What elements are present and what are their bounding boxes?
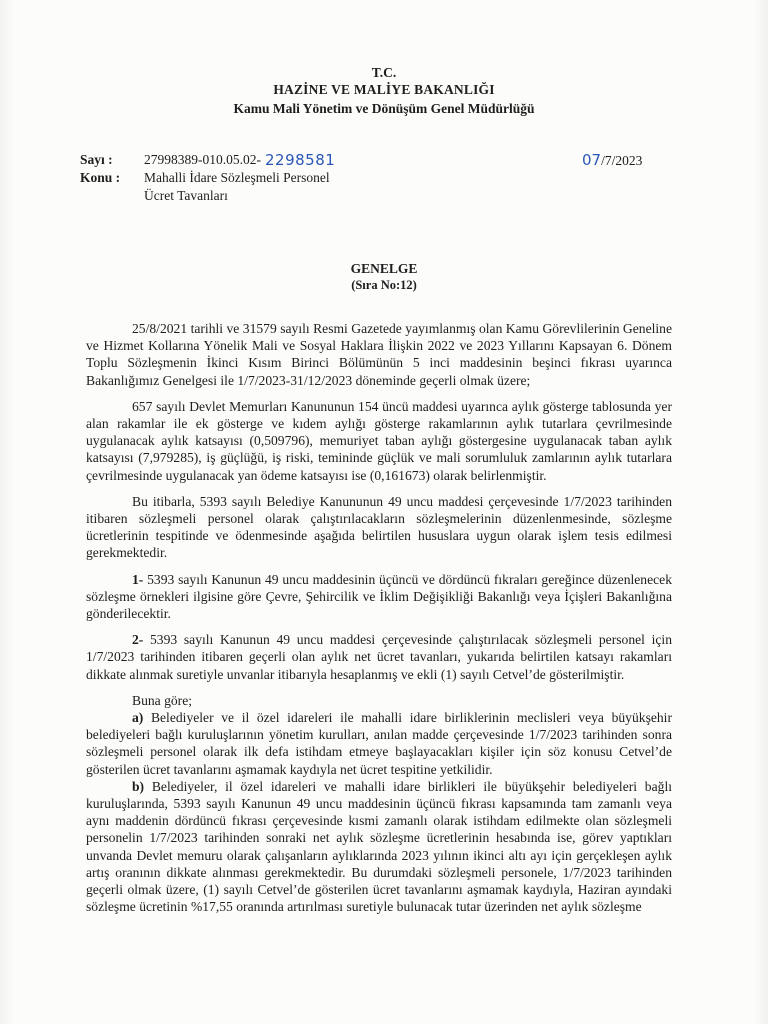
item-a-label: a) [132,710,144,726]
item-b-label: b) [132,778,145,794]
konu-line-1: Mahalli İdare Sözleşmeli Personel [144,170,330,185]
date-handwritten-day: 07 [582,151,602,169]
sayi-handwritten-number: 2298581 [265,151,336,169]
circular-title [0,261,768,294]
paragraph-1: 25/8/2021 tarihli ve 31579 sayılı Resmi Gazetede yayımlanmış olan Kamu Görevlilerinin Geneline ve Hizmet Kollarına Yönelik Mali ve Sosyal Haklara İlişkin 2022 ve 2023 Yıllarını Kapsayan 6. Dönem Toplu Sözleşmenin İkinci Kısım Birinci Bölümünün 5 inci maddesinin beşinci fıkrası uyarınca Bakanlığımız Genelgesi ile 1/7/2023-31/12/2023 döneminde geçerli olmak üzere; [86,321,672,388]
paragraph-6: Buna göre; [132,692,193,708]
document-body [86,320,672,916]
sayi-label: Sayı : [80,152,113,167]
paragraph-5 [86,631,672,683]
document-meta [80,151,335,205]
konu-row [80,169,335,187]
letterhead [0,64,768,118]
date-printed: /7/2023 [601,153,643,168]
item-2-number: 2- [132,632,144,648]
title-main: GENELGE [350,261,418,276]
paragraph-2: 657 sayılı Devlet Memurları Kanununun 154 üncü maddesi uyarınca aylık gösterge tablosunda yer alan rakamlar ile ek gösterge ve kıdem aylığı gösterge rakamlarının aylık tutarlara çevrilmesinde uygulanacak aylık katsayısı (0,509796), memuriyet taban aylığı göstergesine uygulanacak taban aylık katsayısı (7,979285), iş güçlüğü, iş riski, temininde güçlük ve mali sorumluluk zamlarının aylık tutarlara çevrilmesinde uygulanacak yan ödeme katsayısı ise (0,161673) olarak belirlenmiştir. [86,398,672,483]
konu-spacer [80,187,144,205]
paragraph-8 [86,778,672,916]
paragraph-3: Bu itibarla, 5393 sayılı Belediye Kanununun 49 uncu maddesi çerçevesinde 1/7/2023 tarihinden itibaren sözleşmeli personel olarak çalıştırılacakların sözleşmelerinin düzenlenmesinde, sözleşme ücretlerinin tespitinde ve ödenmesinde aşağıda belirtilen hususlara uygun olarak işlem tesis edilmesi gerekmektedir. [86,493,672,561]
letterhead-tc: T.C. [371,65,397,80]
item-1-number: 1- [132,571,144,587]
document-date [582,151,642,169]
title-sub: (Sıra No:12) [351,278,417,292]
konu-row-2 [80,187,335,205]
konu-label: Konu : [80,170,121,185]
letterhead-department: Kamu Mali Yönetim ve Dönüşüm Genel Müdürlüğü [233,101,535,116]
item-2-text: 5393 sayılı Kanunun 49 uncu maddesi çerçevesinde çalıştırılacak sözleşmeli personel için 1/7/2023 tarihinden itibaren geçerli olan aylık net ücret tavanları, yukarıda belirtilen katsayı rakamları dikkate alınmak suretiyle unvanlar itibarıyla hesaplanmış ve ekli (1) sayılı Cetvel’de gösterilmiştir. [86,632,672,682]
paragraph-7 [86,709,672,778]
konu-line-2: Ücret Tavanları [144,188,228,203]
item-b-text: Belediyeler, il özel idareleri ve mahalli idare birlikleri ile büyükşehir belediyeleri bağlı kuruluşlarında, 5393 sayılı Kanunun 49 uncu maddesinin üçüncü fıkrası kapsamında tam zamanlı veya aynı maddenin dördüncü fıkrası çerçevesinde kısmi zamanlı olarak istihdam edilmekte olan sözleşmeli personelin 1/7/2023 tarihinden sonraki net aylık sözleşme ücretlerinin hesabında ise, görev yaptıkları unvanda Devlet memuru olarak çalışanların aylıklarında 2023 yılının ikinci altı ayı için gerçekleşen aylık artış oranının dikkate alınması gerekmektedir. Bu durumdaki sözleşmeli personele, 1/7/2023 tarihinden geçerli olmak üzere, (1) sayılı Cetvel’de gösterilen ücret tavanlarını aşmamak kaydıyla, Haziran ayındaki sözleşme ücretinin %17,55 oranında artırılması suretiyle bulunacak tutar üzerinden net aylık sözleşme [86,778,672,915]
item-1-text: 5393 sayılı Kanunun 49 uncu maddesinin üçüncü ve dördüncü fıkraları gereğince düzenlenecek sözleşme örnekleri ilgisine göre Çevre, Şehircilik ve İklim Değişikliği Bakanlığı veya İçişleri Bakanlığına gönderilecektir. [86,571,672,622]
sayi-value: 27998389-010.05.02- [144,152,261,167]
paragraph-4 [86,571,672,623]
letterhead-ministry: HAZİNE VE MALİYE BAKANLIĞI [273,82,495,97]
sayi-row [80,151,335,169]
item-a-text: Belediyeler ve il özel idareleri ile mahalli idare birliklerinin meclisleri veya büyükşehir belediyeleri bağlı kuruluşlarının yönetim kurulları, anılan madde çerçevesinde 1/7/2023 tarihinden sonra sözleşmeli personel olarak ilk defa istihdam etmeye başlayacakları kişiler için söz konusu Cetvel’de gösterilen ücret tavanlarını aşmamak kaydıyla net ücret tespitine yetkilidir. [86,710,672,777]
